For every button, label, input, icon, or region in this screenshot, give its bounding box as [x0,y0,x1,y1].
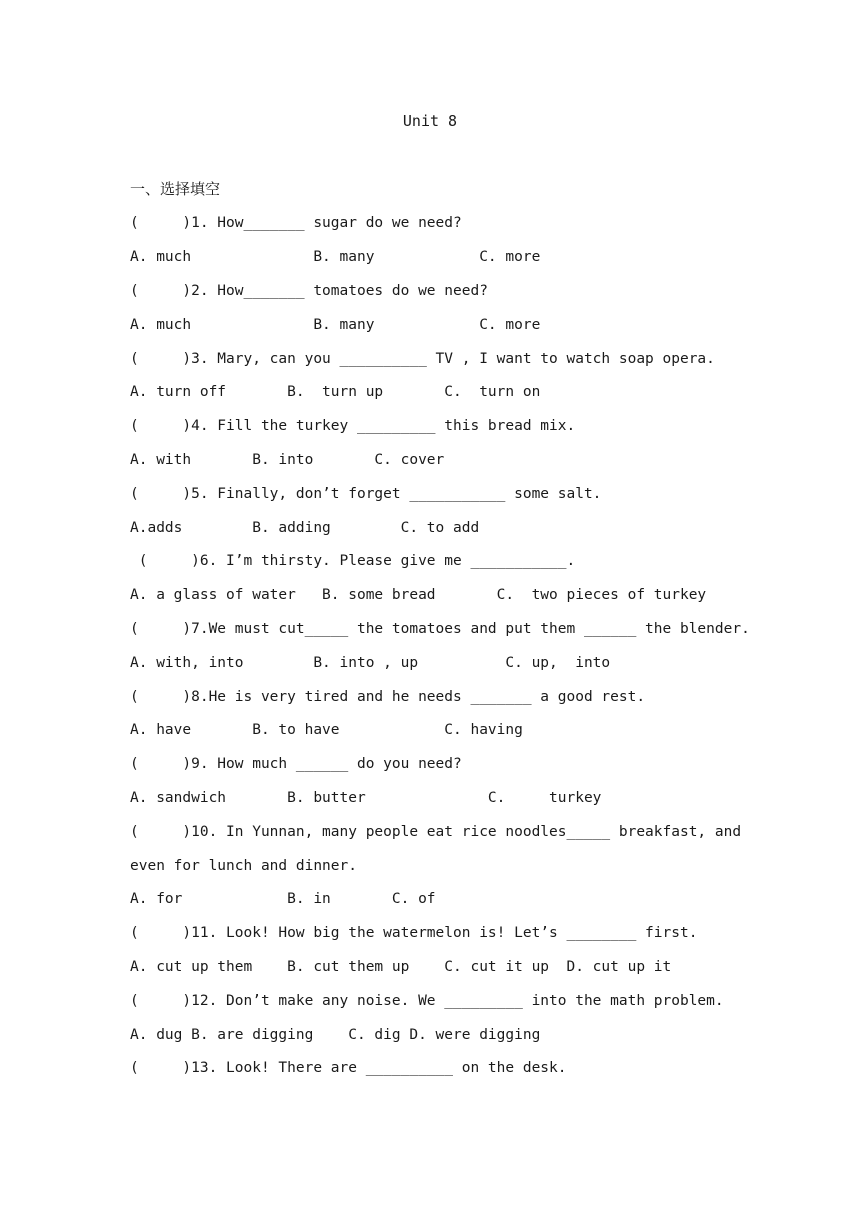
question-line: ( )5. Finally, don’t forget ___________ some salt. [130,486,602,502]
question-line: ( )8.He is very tired and he needs _______ a good rest. [130,689,646,705]
page-title: Unit 8 [402,112,458,130]
options-line: A. a glass of water B. some bread C. two pieces of turkey [130,587,707,603]
question-line: ( )6. I’m thirsty. Please give me ___________. [130,553,576,569]
options-line: A.adds B. adding C. to add [130,520,480,536]
options-line: A. much B. many C. more [130,317,541,333]
options-line: A. with, into B. into , up C. up, into [130,655,611,671]
question-line: ( )3. Mary, can you __________ TV , I want to watch soap opera. [130,351,715,367]
options-line: A. much B. many C. more [130,249,541,265]
options-line: A. cut up them B. cut them up C. cut it up D. cut up it [130,959,672,975]
question-line: ( )4. Fill the turkey _________ this bread mix. [130,418,576,434]
options-line: A. dug B. are digging C. dig D. were digging [130,1027,541,1043]
question-line: ( )9. How much ______ do you need? [130,756,462,772]
question-continuation: even for lunch and dinner. [130,858,357,874]
options-line: A. have B. to have C. having [130,722,523,738]
question-line: ( )2. How_______ tomatoes do we need? [130,283,488,299]
options-line: A. for B. in C. of [130,891,436,907]
options-line: A. with B. into C. cover [130,452,445,468]
question-line: ( )10. In Yunnan, many people eat rice noodles_____ breakfast, and [130,824,742,840]
section-heading: 一、选择填空 [130,180,221,198]
question-line: ( )11. Look! How big the watermelon is! Let’s ________ first. [130,925,698,941]
options-line: A. turn off B. turn up C. turn on [130,384,541,400]
question-line: ( )7.We must cut_____ the tomatoes and put them ______ the blender. [130,621,750,637]
question-line: ( )12. Don’t make any noise. We _________ into the math problem. [130,993,724,1009]
options-line: A. sandwich B. butter C. turkey [130,790,602,806]
question-line: ( )1. How_______ sugar do we need? [130,215,462,231]
question-line: ( )13. Look! There are __________ on the desk. [130,1060,567,1076]
